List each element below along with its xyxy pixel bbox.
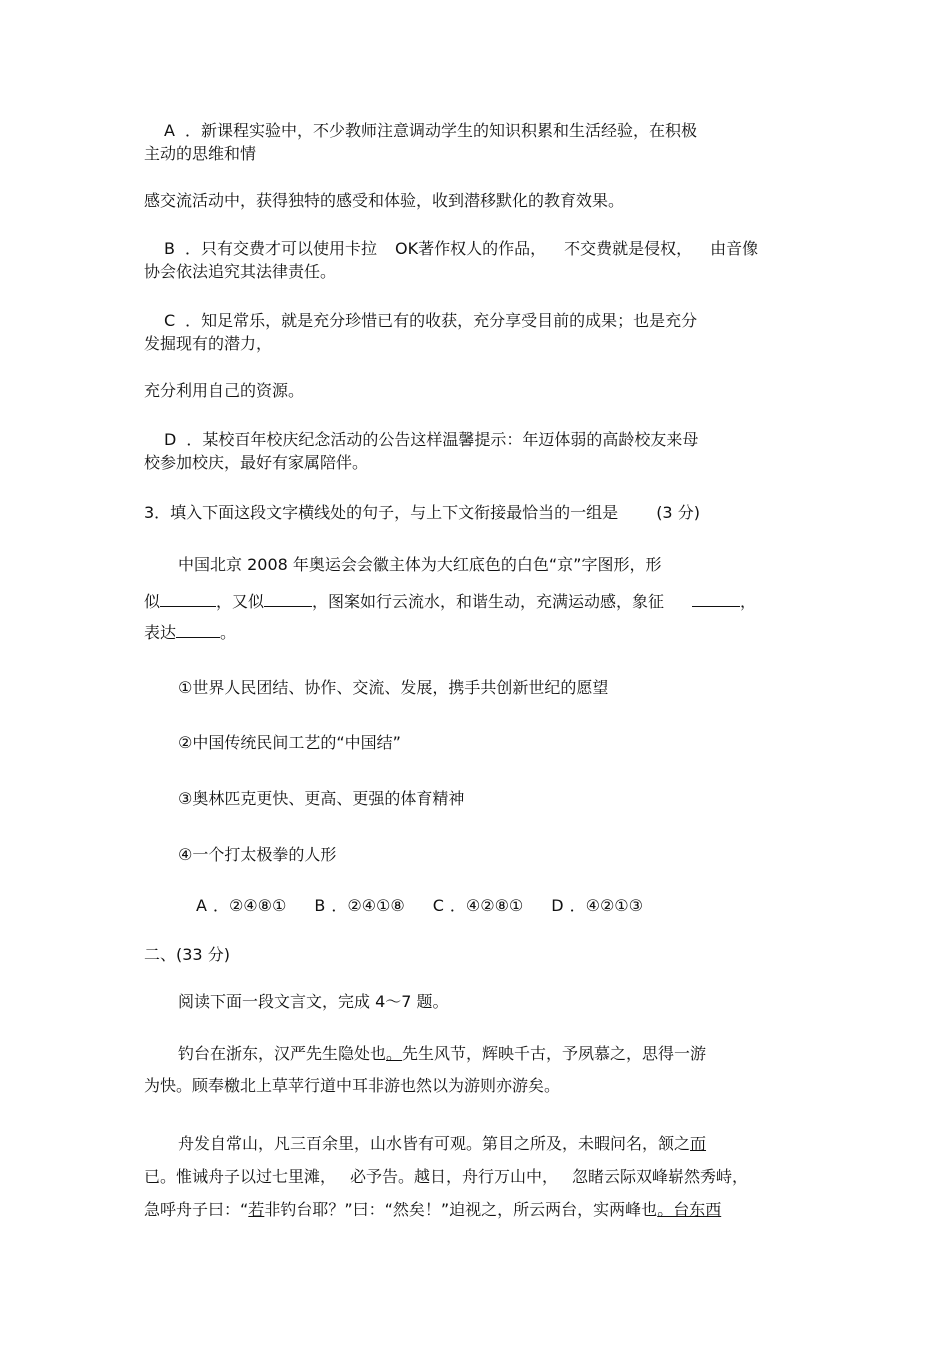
choice-c: C ．④②⑧① bbox=[432, 896, 524, 915]
choice-a: A ．②④⑧① bbox=[196, 896, 287, 915]
classical-text-line5: 急呼舟子曰：“若非钓台耶？”曰：“然矣！”迫视之，所云两台，实两峰也。台东西 bbox=[144, 1200, 722, 1219]
option-a-letter: A bbox=[164, 121, 175, 140]
option-c-letter: C bbox=[164, 311, 176, 330]
option-d-line1: D ．某校百年校庆纪念活动的公告这样温馨提示：年迈体弱的高龄校友来母 bbox=[164, 430, 699, 449]
question-3-stem: 3．填入下面这段文字横线处的句子，与上下文衔接最恰当的一组是 (3 分) bbox=[144, 503, 700, 522]
option-d-line2: 校参加校庆，最好有家属陪伴。 bbox=[144, 453, 369, 472]
question-3-item-3: ③奥林匹克更快、更高、更强的体育精神 bbox=[178, 789, 465, 808]
question-3-passage-line1: 中国北京 2008 年奥运会会徽主体为大红底色的白色“京”字图形，形 bbox=[178, 555, 662, 574]
choice-d: D ．④②①③ bbox=[551, 896, 643, 915]
blank-3 bbox=[692, 590, 740, 607]
blank-2 bbox=[264, 590, 312, 607]
question-3-choices bbox=[196, 895, 671, 917]
blank-4 bbox=[176, 621, 220, 638]
option-b-line2: 协会依法追究其法律责任。 bbox=[144, 262, 337, 281]
option-b-letter: B bbox=[164, 239, 175, 258]
question-3-item-1: ①世界人民团结、协作、交流、发展，携手共创新世纪的愿望 bbox=[178, 678, 609, 697]
question-3-score: (3 分) bbox=[656, 503, 700, 522]
question-3-item-2: ②中国传统民间工艺的“中国结” bbox=[178, 733, 401, 752]
choice-b: B ．②④①⑧ bbox=[314, 896, 405, 915]
section-2-heading: 二、(33 分) bbox=[144, 945, 230, 964]
blank-1 bbox=[160, 590, 216, 607]
classical-text-line1: 钓台在浙东，汉严先生隐处也。先生风节，辉映千古，予夙慕之，思得一游 bbox=[178, 1044, 707, 1063]
option-a-line1: A ．新课程实验中，不少教师注意调动学生的知识积累和生活经验，在积极 bbox=[164, 121, 697, 140]
option-d-letter: D bbox=[164, 430, 177, 449]
question-3-passage-line2: 似 ，又似 ，图案如行云流水，和谐生动，充满运动感，象征 ， bbox=[144, 592, 757, 611]
option-c-line2: 发掘现有的潜力， bbox=[144, 334, 273, 353]
option-c-line3: 充分利用自己的资源。 bbox=[144, 381, 305, 400]
classical-text-line4: 已。惟诫舟子以过七里滩， 必予告。越日，舟行万山中， 忽睹云际双峰崭然秀峙， bbox=[144, 1167, 749, 1186]
question-3-item-4: ④一个打太极拳的人形 bbox=[178, 845, 337, 864]
option-a-line3: 感交流活动中，获得独特的感受和体验，收到潜移默化的教育效果。 bbox=[144, 191, 625, 210]
question-3-passage-line3: 表达 。 bbox=[144, 623, 237, 642]
option-c-line1: C ．知足常乐，就是充分珍惜已有的收获，充分享受目前的成果；也是充分 bbox=[164, 311, 698, 330]
section-2-intro: 阅读下面一段文言文，完成 4～7 题。 bbox=[178, 992, 449, 1011]
classical-text-line2: 为快。顾奉檄北上草苹行道中耳非游也然以为游则亦游矣。 bbox=[144, 1076, 561, 1095]
classical-text-line3: 舟发自常山，凡三百余里，山水皆有可观。第目之所及，未暇问名，颔之而 bbox=[178, 1134, 707, 1153]
option-a-line2: 主动的思维和情 bbox=[144, 144, 257, 163]
option-b-line1: B ．只有交费才可以使用卡拉 OK著作权人的作品， 不交费就是侵权， 由音像 bbox=[164, 239, 759, 258]
